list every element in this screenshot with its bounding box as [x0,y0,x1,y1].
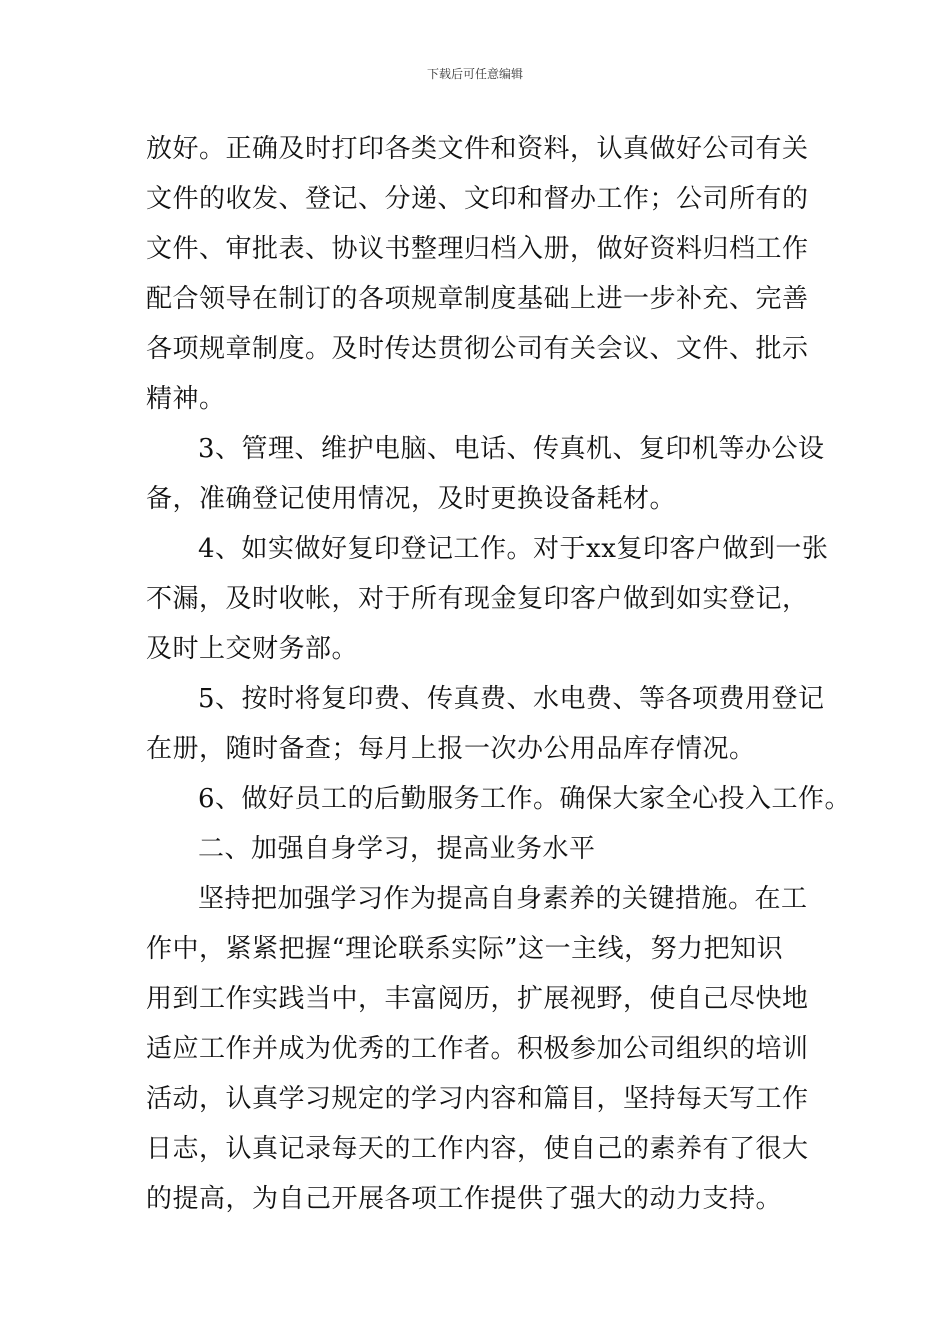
body-line: 活动，认真学习规定的学习内容和篇目，坚持每天写工作 [146,1084,809,1114]
body-line: 配合领导在制订的各项规章制度基础上进一步补充、完善 [146,284,809,314]
body-line: 6、做好员工的后勤服务工作。确保大家全心投入工作。 [198,784,852,814]
body-line: 作中，紧紧把握“理论联系实际”这一主线，努力把知识 [146,934,784,964]
body-line: 4、如实做好复印登记工作。对于xx复印客户做到一张 [198,534,829,564]
body-line: 不漏，及时收帐，对于所有现金复印客户做到如实登记， [146,584,809,614]
body-line: 及时上交财务部。 [146,634,359,664]
body-line: 适应工作并成为优秀的工作者。积极参加公司组织的培训 [146,1034,809,1064]
body-line: 5、按时将复印费、传真费、水电费、等各项费用登记 [198,684,825,714]
body-line: 在册，随时备查；每月上报一次办公用品库存情况。 [146,734,756,764]
body-line: 3、管理、维护电脑、电话、传真机、复印机等办公设 [198,434,825,464]
body-line: 精神。 [146,384,226,414]
body-line: 文件的收发、登记、分递、文印和督办工作；公司所有的 [146,184,809,214]
body-line: 日志，认真记录每天的工作内容，使自己的素养有了很大 [146,1134,809,1164]
body-line: 备，准确登记使用情况，及时更换设备耗材。 [146,484,677,514]
body-line: 的提高，为自己开展各项工作提供了强大的动力支持。 [146,1184,783,1214]
header-note: 下载后可任意编辑 [426,67,523,81]
body-line: 放好。正确及时打印各类文件和资料，认真做好公司有关 [146,134,809,164]
body-line: 坚持把加强学习作为提高自身素养的关键措施。在工 [198,884,808,914]
body-line: 各项规章制度。及时传达贯彻公司有关会议、文件、批示 [146,334,809,364]
document-body [146,124,852,1224]
section-heading: 二、加强自身学习，提高业务水平 [198,834,596,864]
body-line: 用到工作实践当中，丰富阅历，扩展视野，使自己尽快地 [146,984,809,1014]
body-line: 文件、审批表、协议书整理归档入册，做好资料归档工作 [146,234,809,264]
